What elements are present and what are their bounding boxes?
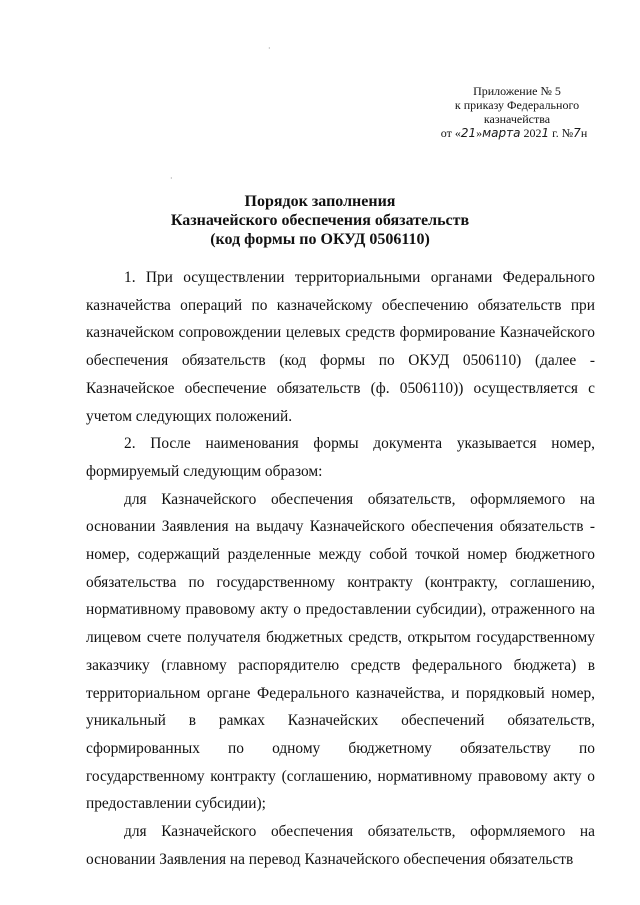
handwritten-month: марта — [482, 126, 521, 140]
handwritten-day: 21 — [460, 126, 477, 140]
paragraph-1: 1. При осуществлении территориальными органами Федерального казначейства операций по казначейскому обеспечению обязательств при казначейском сопровождении целевых средств формирование Казначейского обеспечения обязательств (код формы по ОКУД 0506110) (далее - Казначейское обеспечение обязательств (ф. 0506110)) осуществляется с учетом следующих положений. — [86, 269, 595, 425]
scan-speck: · — [170, 174, 173, 183]
title-line-3: (код формы по ОКУД 0506110) — [210, 231, 430, 248]
annex-title: Приложение № 5 — [473, 84, 561, 98]
handwritten-number: 7 — [573, 126, 581, 140]
annex-date-line: от «21»марта 2021 г. №7н — [440, 126, 588, 140]
scan-speck: · — [268, 44, 271, 53]
title-line-2: Казначейского обеспечения обязательств — [170, 212, 470, 229]
document-body — [86, 264, 595, 873]
annex-header — [432, 84, 602, 140]
document-title — [0, 192, 640, 249]
handwritten-year-digit: 1 — [541, 126, 550, 140]
paragraph-3: для Казначейского обеспечения обязательств, оформляемого на основании Заявления на выдачу Казначейского обеспечения обязательств - номер, содержащий разделенные между собой точкой номер бюджетного обязательства по государственному контракту (контракту, соглашению, нормативному правовому акту о предоставлении субсидии), отраженного на лицевом счете получателя бюджетных средств, открытом государственному заказчику (главному распорядителю средств федерального бюджета) в территориальном органе Федерального казначейства, и порядковый номер, уникальный в рамках Казначейских обеспечений обязательств, сформированных по одному бюджетному обязательству по государственному контракту (соглашению, нормативному правовому акту о предоставлении субсидии); — [86, 490, 595, 813]
paragraph-2: 2. После наименования формы документа указывается номер, формируемый следующим образом: — [86, 435, 595, 480]
paragraph-4: для Казначейского обеспечения обязательств, оформляемого на основании Заявления на перевод Казначейского обеспечения обязательств — [86, 823, 595, 868]
annex-order-ref-2: казначейства — [483, 112, 551, 126]
annex-order-ref: к приказу Федерального — [454, 98, 580, 112]
title-line-1: Порядок заполнения — [244, 193, 396, 210]
